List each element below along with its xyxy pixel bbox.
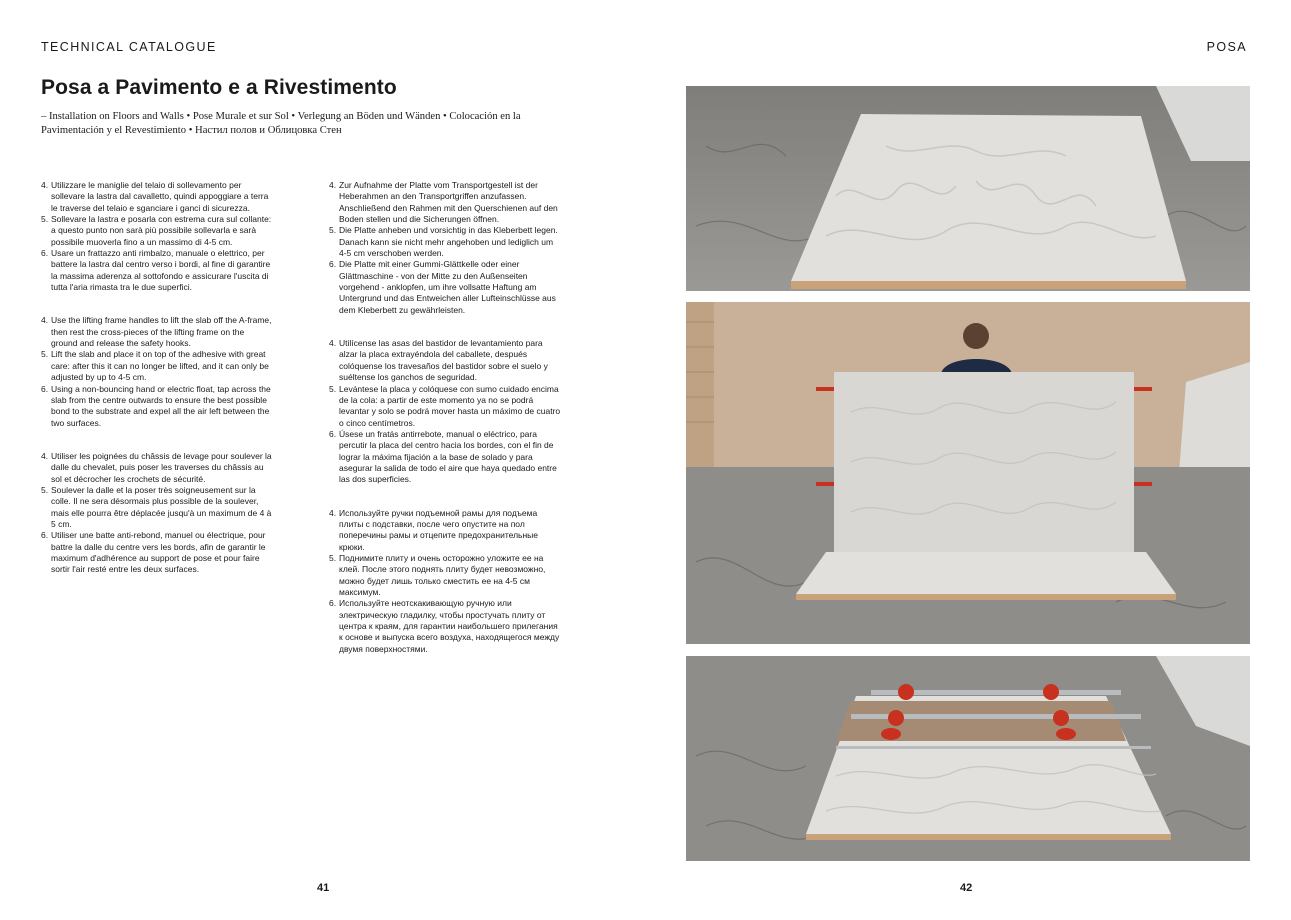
step-item: 4. Utilizzare le maniglie del telaio di sollevamento per sollevare la lastra dal cavalletto, quindi appoggiare a terra le traverse del telaio e sganciare i ganci di sicurezza. — [41, 180, 269, 213]
step-item: 6. Using a non-bouncing hand or electric float, tap across the slab from the centre outwards to ensure the best possible bond to the substrate and expel all the air left between the two surfaces. — [41, 383, 271, 428]
steps-german — [329, 180, 561, 316]
steps-spanish — [329, 338, 561, 485]
text-column-left — [41, 180, 273, 598]
step-item: 6. Usare un frattazzo anti rimbalzo, manuale o elettrico, per battere la lastra dal centro verso i bordi, al fine di garantire la massima aderenza al sottofondo e assicurare l'uscita di tutta l'aria rimasta tra le due superfici. — [41, 248, 271, 293]
page-number-right: 42 — [960, 882, 973, 894]
section-header: POSA — [1206, 40, 1247, 54]
steps-italian — [41, 180, 273, 293]
steps-english — [41, 315, 273, 428]
step-item: 5. Die Platte anheben und vorsichtig in das Kleberbett legen. Danach kann sie nicht mehr angehoben und lediglich um 4-5 cm verschoben werden. — [329, 225, 558, 259]
step-item: 4. Utiliser les poignées du châssis de levage pour soulever la dalle du chevalet, puis poser les traverses du châssis au sol et décrocher les crochets de sécurité. — [41, 450, 272, 484]
step-item: 4. Zur Aufnahme der Platte vom Transportgestell ist der Heberahmen an den Transportgriffen anzufassen. Anschließend den Rahmen mit den Querschienen auf den Boden stellen und die Sicherungen öffnen. — [329, 180, 558, 225]
step-item: 5. Soulever la dalle et la poser très soigneusement sur la colle. Il ne sera désormais plus possible de la soulever, mais elle pourra être déplacée jusqu'à un maximum de 4 à 5 cm. — [41, 484, 272, 529]
step-item: 5. Поднимите плиту и очень осторожно уложите ее на клей. После этого поднять плиту будет невозможно, можно будет лишь только сместить ее на 4-5 см максимум. — [329, 552, 546, 597]
catalogue-header: TECHNICAL CATALOGUE — [41, 40, 217, 54]
worker-lowering-slab-photo — [686, 302, 1250, 644]
page-number-left: 41 — [317, 882, 330, 894]
step-item: 6. Utiliser une batte anti-rebond, manuel ou électrique, pour battre la dalle du centre vers les bords, afin de garantir le maximum d'adhérence au support de pose et pour faire sortir l'air resté entre les deux surfaces. — [41, 530, 266, 575]
step-item: 6. Используйте неотскакивающую ручную или электрическую гладилку, чтобы простучать плиту от центра к краям, для гарантии наибольшего прилегания к основе и выпуска всего воздуха, находящегося между двумя поверхностями. — [329, 598, 560, 654]
step-item: 4. Используйте ручки подъемной рамы для подъема плиты с подставки, после чего опустите на пол поперечины рамы и отцепите предохранительные крюки. — [329, 507, 538, 552]
step-item: 5. Lift the slab and place it on top of the adhesive with great care: after this it can no longer be lifted, and it can only be adjusted by up to 4-5 cm. — [41, 349, 269, 383]
lifting-frame-photo — [686, 656, 1250, 861]
step-item: 4. Use the lifting frame handles to lift the slab off the A-frame, then rest the cross-pieces of the lifting frame on the ground and release the safety hooks. — [41, 315, 272, 349]
text-column-right — [329, 180, 561, 677]
page-title: Posa a Pavimento e a Rivestimento — [41, 76, 397, 99]
step-item: 5. Sollevare la lastra e posarla con estrema cura sul collante: a questo punto non sarà più possibile sollevarla e sarà possibile muoverla fino a un massimo di 4-5 cm. — [41, 214, 272, 247]
step-item: 4. Utilícense las asas del bastidor de levantamiento para alzar la placa extrayéndola del caballete, después colóquense los travesaños del bastidor sobre el suelo y suéltense los ganchos de seguridad. — [329, 338, 548, 383]
steps-french — [41, 451, 273, 576]
steps-russian — [329, 508, 561, 655]
page-subtitle: – Installation on Floors and Walls • Pose Murale et sur Sol • Verlegung an Böden und Wänden • Colocación en la Pavimentación y el Revestimiento • Настил полов и Облицовка Стен — [41, 111, 521, 136]
step-item: 6. Úsese un fratás antirrebote, manual o eléctrico, para percutir la placa del centro hacia los bordes, con el fin de lograr la máxima fijación a la base de solado y para asegurar la salida de todo el aire que haya quedado entre las dos superficies. — [329, 428, 557, 485]
step-item: 6. Die Platte mit einer Gummi-Glättkelle oder einer Glättmaschine - von der Mitte zu den Außenseiten vorgehend - anklopfen, um ihre vollsatte Haftung am Untergrund und das Entweichen aller Lufteinschlüsse aus dem Kleberbett zu gewährleisten. — [329, 259, 556, 315]
slab-on-adhesive-photo — [686, 86, 1250, 291]
step-item: 5. Levántese la placa y colóquese con sumo cuidado encima de la cola: a partir de este momento ya no se podrá levantar y solo se podrá mover hasta un máximo de cuatro o cinco centímetros. — [329, 383, 561, 428]
